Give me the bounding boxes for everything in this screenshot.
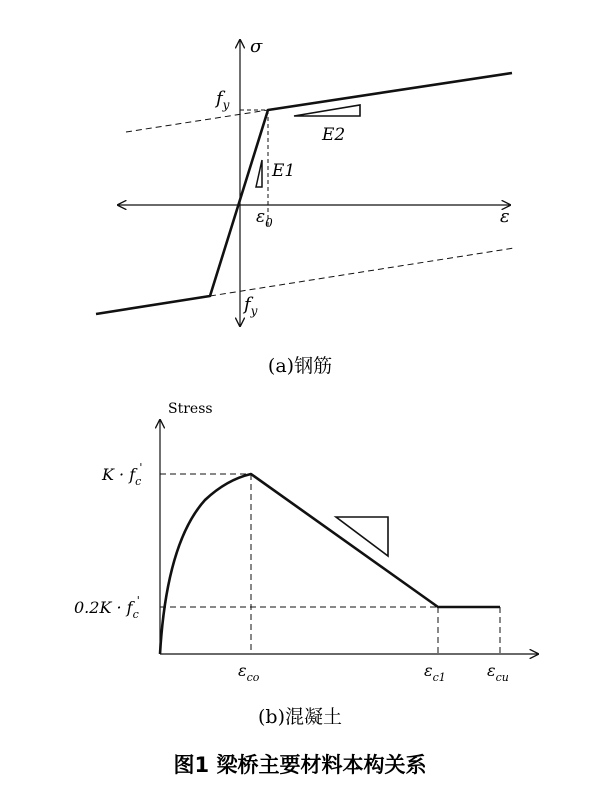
panel-a-dashed-lower: [210, 248, 514, 296]
panel-b-slope-triangle: [336, 517, 388, 556]
panel-a-fy-top-label: $f_y$: [216, 88, 230, 112]
figure-caption: 图1 梁桥主要材料本构关系: [173, 753, 427, 777]
panel-a-e2-triangle: [294, 105, 360, 116]
panel-a-e1-label: E1: [272, 161, 296, 181]
panel-b-02k-fc-label: $0.2K \cdot f_c'$: [74, 594, 140, 621]
panel-a-dashed-upper: [126, 110, 268, 132]
panel-b-eps-co-label: $\varepsilon_{co}$: [238, 661, 260, 684]
panel-a-eps0-label: $\varepsilon_0$: [256, 207, 273, 230]
panel-a-steel-curve: [96, 73, 512, 314]
panel-b-caption: (b)混凝土: [258, 706, 342, 728]
panel-b-eps-cu-label: $\varepsilon_{cu}$: [487, 661, 509, 684]
panel-a-e2-label: E2: [322, 125, 346, 145]
panel-b-concrete-curve: [160, 474, 500, 654]
panel-a-epsilon-label: ε: [500, 206, 510, 227]
panel-b-concrete: [74, 401, 538, 728]
panel-a-sigma-label: σ: [250, 36, 263, 57]
panel-a-fy-bottom-label: $f_y$: [244, 294, 258, 318]
panel-b-k-fc-label: $K \cdot f_c'$: [102, 461, 143, 488]
panel-a-e1-triangle: [256, 160, 262, 187]
panel-a-caption: (a)钢筋: [267, 355, 333, 377]
panel-a-steel: [96, 36, 514, 377]
panel-b-eps-c1-label: $\varepsilon_{c1}$: [424, 661, 446, 684]
panel-b-stress-label: Stress: [168, 401, 213, 417]
